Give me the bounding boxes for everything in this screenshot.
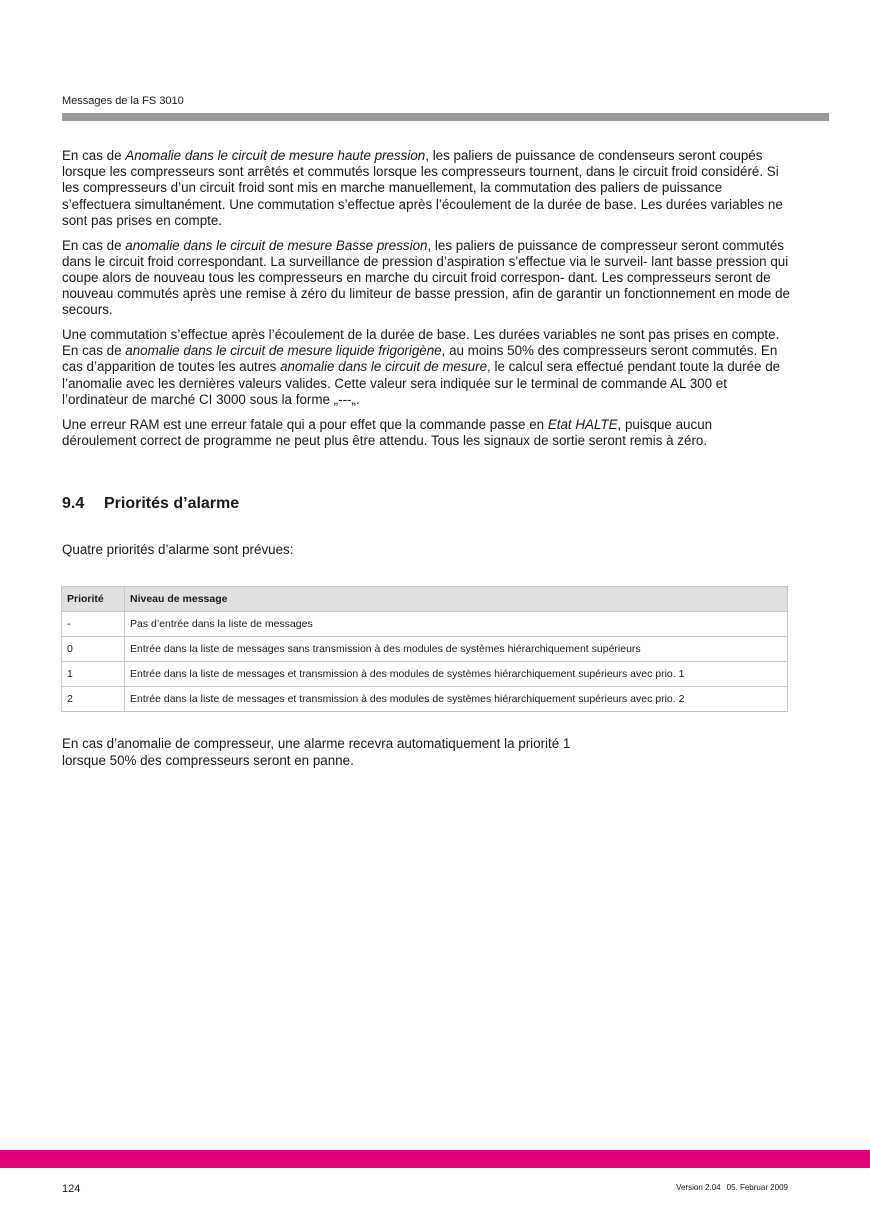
italic-term: Etat HALTE xyxy=(547,416,618,432)
body-paragraph xyxy=(62,417,790,449)
section-title: Priorités d’alarme xyxy=(104,495,240,512)
level-cell: Entrée dans la liste de messages sans transmission à des modules de systèmes hiérarchiquement supérieurs xyxy=(125,637,788,662)
text-run: En cas de xyxy=(62,237,126,253)
priority-table xyxy=(61,586,788,712)
running-header: Messages de la FS 3010 xyxy=(62,95,184,107)
text-run: , au moins 50% des compresseurs seront commutés. En cas d’apparition de toutes les autres xyxy=(62,343,778,375)
priority-cell: 0 xyxy=(62,637,125,662)
text-run: Une commutation s’effectue après l’écoulement de la durée de base. Les durées variables ne sont pas prises en compte. En cas de xyxy=(62,327,780,359)
body-paragraph xyxy=(62,238,790,319)
text-run: , les paliers de puissance de compresseur seront commutés dans le circuit froid correspondant. La surveillance de pression d’aspiration s’effectue via le surveil- lant basse pression qui coupe alors de nouveau tous les compresseurs en marche du circuit froid correspon- dant. Les compresseurs seront de nouveau commutés après une remise à zéro du limiteur de basse pression, afin de garantir un fonctionnement en mode de secours. xyxy=(62,237,790,318)
text-run: , les paliers de puissance de condenseurs seront coupés lorsque les compresseurs sont arrêtés et commutés lorsque les compresseurs tournent, dans le circuit froid considéré. Si les compresseurs d’un circuit froid sont mis en marche manuellement, la commutation des paliers de puissance s’effectuera simultanément. Une commutation s’effectue après l’écoulement de la durée de base. Les durées variables ne sont pas prises en compte. xyxy=(62,148,783,228)
italic-term: anomalie dans le circuit de mesure Basse pression xyxy=(125,237,428,253)
header-rule xyxy=(62,113,829,121)
table-row xyxy=(62,612,788,637)
closing-line: lorsque 50% des compresseurs seront en panne. xyxy=(62,752,354,768)
version-label: Version 2.04 xyxy=(676,1183,721,1192)
text-run: , puisque aucun déroulement correct de programme ne peut plus être attendu. Tous les signaux de sortie seront remis à zéro. xyxy=(62,416,713,448)
body-paragraph xyxy=(62,327,790,408)
text-run: Une erreur RAM est une erreur fatale qui a pour effet que la commande passe en xyxy=(62,416,548,432)
table-row xyxy=(62,662,788,687)
table-row xyxy=(62,687,788,712)
level-cell: Entrée dans la liste de messages et transmission à des modules de systèmes hiérarchiquement supérieurs avec prio. 1 xyxy=(125,662,788,687)
table-row xyxy=(62,637,788,662)
closing-line: En cas d’anomalie de compresseur, une alarme recevra automatiquement la priorité 1 xyxy=(62,736,571,751)
level-cell: Entrée dans la liste de messages et transmission à des modules de systèmes hiérarchiquement supérieurs avec prio. 2 xyxy=(125,687,788,712)
text-run: En cas de xyxy=(62,148,126,163)
italic-term: anomalie dans le circuit de mesure liquide frigorigène xyxy=(125,343,442,359)
priority-cell: 1 xyxy=(62,662,125,687)
text-run: , le calcul sera effectué pendant toute la durée de l’anomalie avec les dernières valeurs valides. Cette valeur sera indiquée sur le terminal de commande AL 300 et l’ordinateur de marché CI 3000 sous la forme „---„. xyxy=(62,359,781,407)
page-number: 124 xyxy=(62,1183,81,1195)
closing-text xyxy=(62,736,570,769)
section-heading xyxy=(62,495,239,513)
priority-cell: 2 xyxy=(62,687,125,712)
table-header-row xyxy=(62,587,788,612)
footer-bar xyxy=(0,1150,870,1168)
column-header-priority: Priorité xyxy=(62,587,125,612)
body-paragraph xyxy=(62,148,790,229)
version-info xyxy=(676,1183,788,1192)
italic-term: anomalie dans le circuit de mesure xyxy=(280,359,488,375)
version-date: 05. Februar 2009 xyxy=(726,1183,788,1192)
priority-cell: - xyxy=(62,612,125,637)
column-header-level: Niveau de message xyxy=(125,587,788,612)
level-cell: Pas d’entrée dans la liste de messages xyxy=(125,612,788,637)
italic-term: Anomalie dans le circuit de mesure haute pression xyxy=(125,148,426,163)
intro-text: Quatre priorités d’alarme sont prévues: xyxy=(62,542,294,557)
body-text xyxy=(62,148,790,457)
section-number: 9.4 xyxy=(62,495,85,512)
